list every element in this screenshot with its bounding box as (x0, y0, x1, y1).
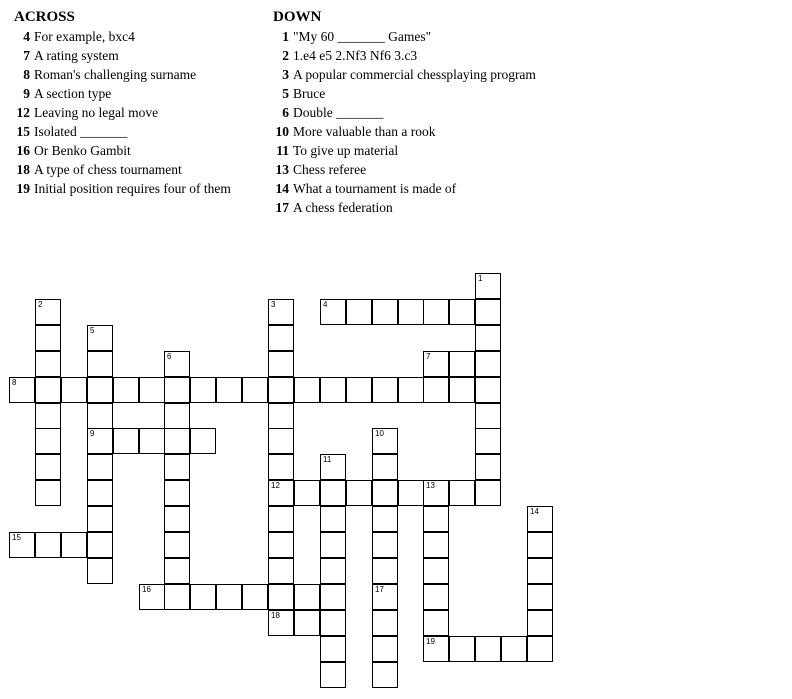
clue-text: A rating system (34, 48, 119, 63)
clue-text: Bruce (293, 86, 326, 101)
grid-cell[interactable] (527, 506, 553, 532)
clue-text: "My 60 _______ Games" (293, 29, 432, 44)
grid-cell[interactable] (372, 636, 398, 662)
grid-cell[interactable] (190, 377, 216, 403)
grid-cell[interactable] (423, 299, 449, 325)
grid-cell[interactable] (372, 584, 398, 610)
grid-cell[interactable] (164, 377, 190, 403)
grid-cell[interactable] (423, 636, 449, 662)
grid-cell[interactable] (346, 480, 372, 506)
grid-cell[interactable] (346, 377, 372, 403)
cell-number: 12 (271, 481, 280, 490)
grid-cell[interactable] (190, 584, 216, 610)
grid-cell[interactable] (423, 480, 449, 506)
clue-number: 10 (275, 124, 289, 139)
grid-cell[interactable] (35, 299, 61, 325)
cell-number: 17 (375, 585, 384, 594)
grid-cell[interactable] (87, 532, 113, 558)
grid-cell[interactable] (398, 480, 424, 506)
clue-text: Leaving no legal move (34, 105, 159, 120)
clue-number: 14 (275, 181, 289, 196)
clue-text: Double _______ (293, 105, 384, 120)
grid-cell[interactable] (320, 506, 346, 532)
grid-cell[interactable] (372, 428, 398, 454)
grid-cell[interactable] (268, 403, 294, 429)
grid-cell[interactable] (320, 454, 346, 480)
grid-cell[interactable] (294, 377, 320, 403)
grid-cell[interactable] (35, 454, 61, 480)
clue-number: 1 (282, 29, 289, 44)
grid-cell[interactable] (320, 480, 346, 506)
grid-cell[interactable] (501, 636, 527, 662)
clue-text: A popular commercial chessplaying program (293, 67, 536, 82)
cell-number: 6 (167, 352, 172, 361)
grid-cell[interactable] (35, 377, 61, 403)
cell-number: 19 (426, 637, 435, 646)
grid-cell[interactable] (475, 377, 501, 403)
grid-cell[interactable] (449, 351, 475, 377)
grid-cell[interactable] (268, 428, 294, 454)
grid-cell[interactable] (9, 532, 35, 558)
cell-number: 2 (38, 300, 43, 309)
grid-cell[interactable] (35, 403, 61, 429)
clue-text: Or Benko Gambit (34, 143, 131, 158)
grid-cell[interactable] (294, 480, 320, 506)
clue-text: A type of chess tournament (34, 162, 182, 177)
grid-cell[interactable] (35, 532, 61, 558)
grid-cell[interactable] (475, 454, 501, 480)
grid-cell[interactable] (320, 610, 346, 636)
clue-number: 19 (16, 181, 30, 196)
clue-text: More valuable than a rook (293, 124, 436, 139)
clue-number: 2 (282, 48, 289, 63)
grid-cell[interactable] (449, 636, 475, 662)
grid-cell[interactable] (475, 636, 501, 662)
grid-cell[interactable] (527, 636, 553, 662)
grid-cell[interactable] (475, 351, 501, 377)
clue-text: Isolated _______ (34, 124, 128, 139)
grid-cell[interactable] (372, 299, 398, 325)
clue-number: 16 (16, 143, 30, 158)
grid-cell[interactable] (475, 428, 501, 454)
grid-cell[interactable] (268, 532, 294, 558)
grid-cell[interactable] (164, 454, 190, 480)
clue-number: 5 (282, 86, 289, 101)
grid-cell[interactable] (423, 558, 449, 584)
clue-number: 12 (16, 105, 30, 120)
grid-cell[interactable] (320, 299, 346, 325)
clue-text: To give up material (293, 143, 399, 158)
grid-cell[interactable] (372, 480, 398, 506)
grid-cell[interactable] (268, 480, 294, 506)
grid-cell[interactable] (372, 610, 398, 636)
grid-cell[interactable] (527, 610, 553, 636)
grid-cell[interactable] (423, 584, 449, 610)
clue-number: 11 (276, 143, 289, 158)
grid-cell[interactable] (320, 662, 346, 688)
grid-cell[interactable] (87, 351, 113, 377)
grid-cell[interactable] (268, 506, 294, 532)
grid-cell[interactable] (164, 558, 190, 584)
cell-number: 3 (271, 300, 276, 309)
grid-cell[interactable] (216, 584, 242, 610)
cell-number: 9 (90, 429, 95, 438)
grid-cell[interactable] (475, 403, 501, 429)
grid-cell[interactable] (527, 532, 553, 558)
cell-number: 15 (12, 533, 21, 542)
cell-number: 11 (323, 455, 332, 464)
grid-cell[interactable] (35, 428, 61, 454)
grid-cell[interactable] (268, 299, 294, 325)
grid-cell[interactable] (87, 325, 113, 351)
clue-text: Chess referee (293, 162, 367, 177)
cell-number: 1 (478, 274, 483, 283)
clue-text: 1.e4 e5 2.Nf3 Nf6 3.c3 (293, 48, 418, 63)
cell-number: 16 (142, 585, 151, 594)
grid-cell[interactable] (87, 377, 113, 403)
cell-number: 4 (323, 300, 328, 309)
clue-text: A chess federation (293, 200, 393, 215)
grid-cell[interactable] (372, 506, 398, 532)
grid-cell[interactable] (113, 377, 139, 403)
grid-cell[interactable] (35, 480, 61, 506)
grid-cell[interactable] (320, 532, 346, 558)
clue-number: 8 (23, 67, 30, 82)
grid-cell[interactable] (423, 351, 449, 377)
cell-number: 7 (426, 352, 431, 361)
grid-cell[interactable] (268, 377, 294, 403)
grid-cell[interactable] (61, 377, 87, 403)
grid-cell[interactable] (475, 480, 501, 506)
grid-cell[interactable] (320, 636, 346, 662)
clue-number: 17 (275, 200, 289, 215)
clue-number: 4 (23, 29, 30, 44)
grid-cell[interactable] (164, 480, 190, 506)
grid-cell[interactable] (320, 377, 346, 403)
clue-number: 6 (282, 105, 289, 120)
grid-cell[interactable] (268, 584, 294, 610)
grid-cell[interactable] (87, 506, 113, 532)
grid-cell[interactable] (398, 377, 424, 403)
grid-cell[interactable] (320, 558, 346, 584)
grid-cell[interactable] (423, 610, 449, 636)
cell-number: 8 (12, 378, 17, 387)
grid-cell[interactable] (372, 454, 398, 480)
grid-cell[interactable] (164, 584, 190, 610)
grid-cell[interactable] (164, 428, 190, 454)
cell-number: 5 (90, 326, 95, 335)
grid-cell[interactable] (242, 584, 268, 610)
grid-cell[interactable] (113, 428, 139, 454)
grid-cell[interactable] (423, 377, 449, 403)
cell-number: 14 (530, 507, 539, 516)
grid-cell[interactable] (87, 480, 113, 506)
grid-cell[interactable] (372, 558, 398, 584)
grid-cell[interactable] (449, 299, 475, 325)
grid-cell[interactable] (449, 377, 475, 403)
grid-cell[interactable] (268, 351, 294, 377)
grid-cell[interactable] (61, 532, 87, 558)
grid-cell[interactable] (423, 506, 449, 532)
grid-cell[interactable] (242, 377, 268, 403)
grid-cell[interactable] (372, 532, 398, 558)
grid-cell[interactable] (268, 558, 294, 584)
clue-number: 18 (16, 162, 30, 177)
grid-cell[interactable] (268, 610, 294, 636)
grid-cell[interactable] (527, 584, 553, 610)
clue-text: Initial position requires four of them (34, 181, 231, 196)
grid-cell[interactable] (139, 428, 165, 454)
grid-cell[interactable] (294, 610, 320, 636)
grid-cell[interactable] (87, 558, 113, 584)
clue-text: What a tournament is made of (293, 181, 457, 196)
grid-cell[interactable] (320, 584, 346, 610)
clue-text: Roman's challenging surname (34, 67, 197, 82)
cell-number: 13 (426, 481, 435, 490)
grid-cell[interactable] (449, 480, 475, 506)
grid-cell[interactable] (216, 377, 242, 403)
grid-cell[interactable] (87, 403, 113, 429)
grid-cell[interactable] (35, 351, 61, 377)
grid-cell[interactable] (527, 558, 553, 584)
clue-text: For example, bxc4 (34, 29, 135, 44)
grid-cell[interactable] (423, 532, 449, 558)
cell-number: 10 (375, 429, 384, 438)
clue-number: 9 (23, 86, 30, 101)
grid-cell[interactable] (164, 351, 190, 377)
grid-cell[interactable] (268, 454, 294, 480)
grid-cell[interactable] (164, 532, 190, 558)
grid-cell[interactable] (87, 428, 113, 454)
grid-cell[interactable] (294, 584, 320, 610)
grid-cell[interactable] (164, 403, 190, 429)
grid-cell[interactable] (9, 377, 35, 403)
grid-cell[interactable] (475, 273, 501, 299)
grid-cell[interactable] (475, 299, 501, 325)
grid-cell[interactable] (268, 325, 294, 351)
clue-text: A section type (34, 86, 112, 101)
across-heading: ACROSS (14, 9, 75, 25)
down-heading: DOWN (273, 9, 322, 25)
grid-cell[interactable] (475, 325, 501, 351)
grid-cell[interactable] (398, 299, 424, 325)
grid-cell[interactable] (35, 325, 61, 351)
grid-cell[interactable] (87, 454, 113, 480)
grid-cell[interactable] (190, 428, 216, 454)
clue-number: 3 (282, 67, 289, 82)
grid-cell[interactable] (372, 377, 398, 403)
clue-number: 7 (23, 48, 30, 63)
grid-cell[interactable] (164, 506, 190, 532)
grid-cell[interactable] (139, 377, 165, 403)
clue-number: 13 (275, 162, 289, 177)
clue-number: 15 (16, 124, 30, 139)
grid-cell[interactable] (346, 299, 372, 325)
grid-cell[interactable] (139, 584, 165, 610)
grid-cell[interactable] (372, 662, 398, 688)
cell-number: 18 (271, 611, 280, 620)
